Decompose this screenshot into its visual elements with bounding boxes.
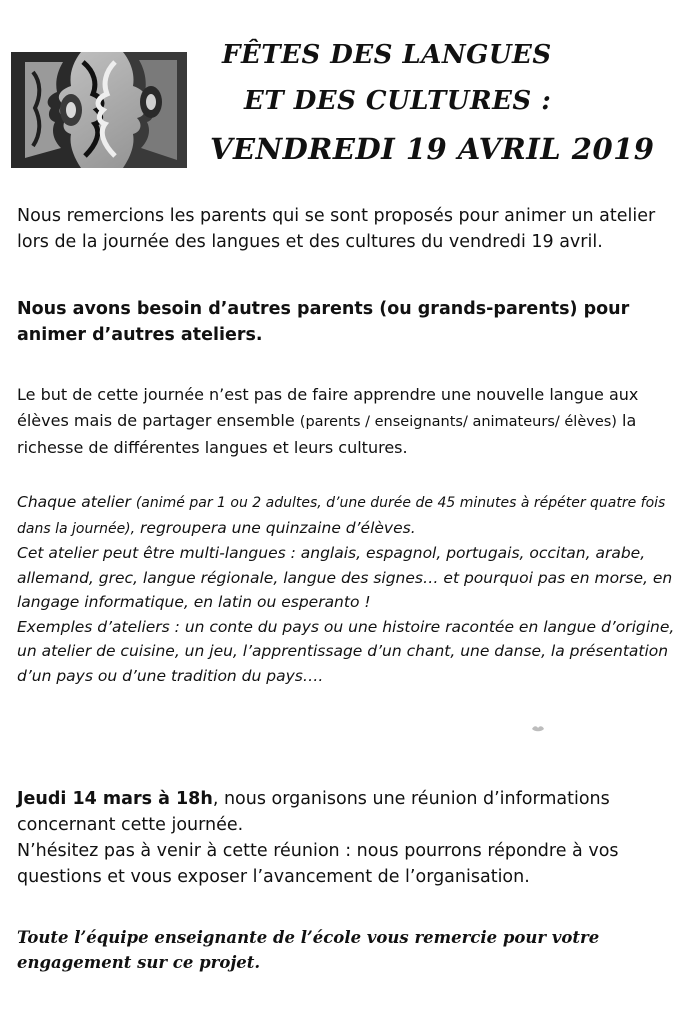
closing-thanks: Toute l’équipe enseignante de l’école vous remercie pour votre engagement sur ce projet.: [17, 928, 600, 972]
workshop-text-a: Chaque atelier: [17, 493, 131, 511]
thanks-paragraph: Nous remercions les parents qui se sont proposés pour animer un atelier lors de la journée des langues et des cultures du vendredi 19 avril.: [17, 206, 656, 252]
workshop-paragraph: [17, 490, 685, 688]
workshop-text-c: regroupera une quinzaine d’élèves.: [140, 518, 416, 537]
purpose-paragraph: [17, 382, 685, 461]
request-paragraph: Nous avons besoin d’autres parents (ou grands-parents) pour animer d’autres ateliers.: [17, 299, 630, 345]
workshop-languages: Cet atelier peut être multi-langues : anglais, espagnol, portugais, occitan, arabe, allemand, grec, langue régionale, langue des signes… et pourquoi pas en morse, en langage informatique, en latin ou esperanto !: [17, 544, 673, 611]
purpose-text-c: la richesse de différentes langues et leurs cultures.: [17, 411, 637, 457]
title-line-2: ET DES CULTURES :: [244, 86, 552, 116]
purpose-text-a: Le but de cette journée n’est pas de faire apprendre une nouvelle langue aux élèves mais de partager ensemble: [17, 385, 639, 430]
title-line-1: FÊTES DES LANGUES: [222, 40, 552, 70]
faces-profile-logo-icon: [11, 52, 187, 168]
meeting-text: , nous organisons une réunion d’informations concernant cette journée.: [17, 789, 610, 835]
workshop-text-b: (animé par 1 ou 2 adultes, d’une durée de 45 minutes à répéter quatre fois dans la journée),: [17, 495, 666, 537]
meeting-invite: N’hésitez pas à venir à cette réunion : nous pourrons répondre à vos questions et vous exposer l’avancement de l’organisation.: [17, 841, 619, 887]
scan-speck: [531, 723, 545, 733]
workshop-examples: Exemples d’ateliers : un conte du pays ou une histoire racontée en langue d’origine, un atelier de cuisine, un jeu, l’apprentissage d’un chant, une danse, la présentation d’un pays ou d’une tradition du pays….: [17, 617, 675, 685]
meeting-paragraph: [17, 786, 685, 890]
meeting-date: Jeudi 14 mars à 18h: [17, 789, 213, 809]
purpose-text-b: (parents / enseignants/ animateurs/ élèves): [299, 414, 617, 430]
title-line-3-date: VENDREDI 19 AVRIL 2019: [210, 132, 655, 166]
